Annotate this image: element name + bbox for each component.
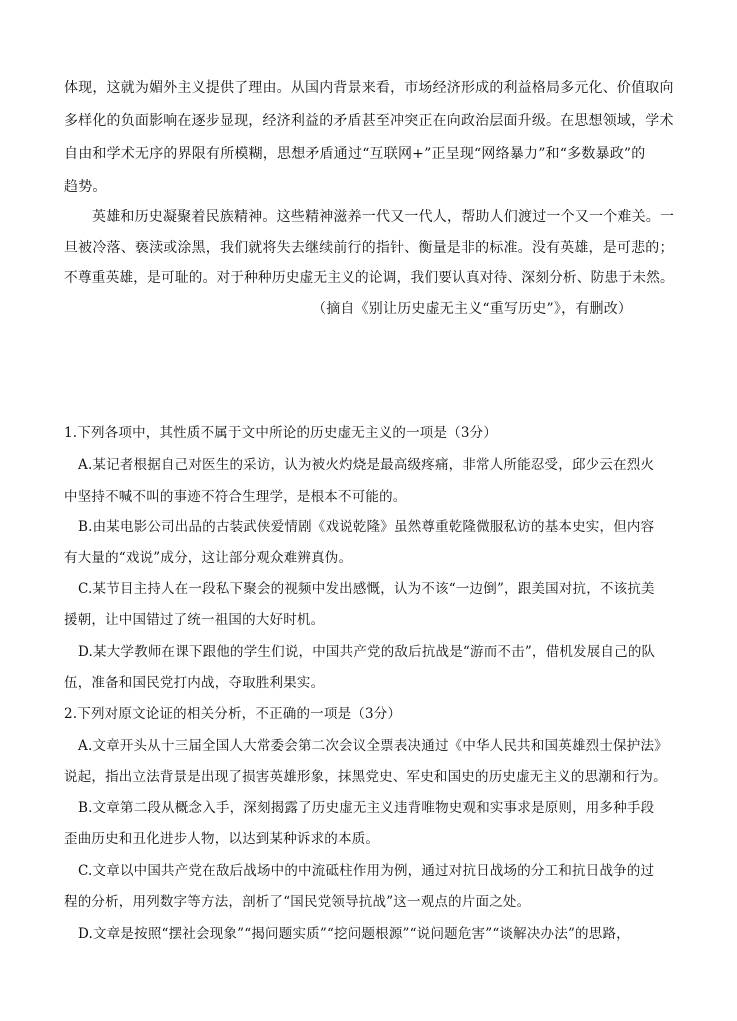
passage-line: 自由和学术无序的界限有所模糊，思想矛盾通过“互联网+”正呈现“网络暴力”和“多数暴政”的 — [64, 146, 646, 162]
option-a-line: 中坚持不喊不叫的事迹不符合生理学，是根本不可能的。 — [64, 489, 407, 505]
option-d-line: 伍，准备和国民党打内战，夺取胜利果实。 — [64, 675, 325, 691]
passage-line: 旦被冷落、亵渎或涂黑，我们就将失去继续前行的指针、衡量是非的标准。没有英雄，是可悲的； — [64, 240, 674, 256]
passage-line: 多样化的负面影响在逐步显现，经济利益的矛盾甚至冲突正在向政治层面升级。在思想领域，学术 — [64, 113, 674, 129]
passage-line: 趋势。 — [64, 179, 107, 195]
option-a-line: 说起，指出立法背景是出现了损害英雄形象，抹黑党史、军史和国史的历史虚无主义的思潮和行为。 — [64, 769, 667, 785]
option-d-line: D.某大学教师在课下跟他的学生们说，中国共产党的敌后抗战是“游而不击”，借机发展自己的队 — [78, 644, 656, 660]
option-b-line: 歪曲历史和丑化进步人物，以达到某种诉求的本质。 — [64, 831, 380, 847]
option-a-line: A.文章开头从十三届全国人大常委会第二次会议全票表决通过《中华人民共和国英雄烈士保护法》 — [78, 738, 668, 754]
option-c-line: C.文章以中国共产党在敌后战场中的中流砥柱作用为例，通过对抗日战场的分工和抗日战争的过 — [78, 863, 655, 879]
option-b-line: B.文章第二段从概念入手，深刻揭露了历史虚无主义违背唯物史观和实事求是原则，用多种手段 — [78, 800, 655, 816]
option-b-line: 有大量的“戏说”成分，这让部分观众难辨真伪。 — [64, 550, 353, 566]
passage-line: 体现，这就为媚外主义提供了理由。从国内背景来看，市场经济形成的利益格局多元化、价值取向 — [64, 80, 674, 96]
option-d-line: D.文章是按照“摆社会现象”“揭问题实质”“挖问题根源”“说问题危害”“谈解决办法”的思路， — [78, 926, 630, 942]
passage-line: 英雄和历史凝聚着民族精神。这些精神滋养一代又一代人，帮助人们渡过一个又一个难关。一 — [92, 209, 675, 225]
option-c-line: 援朝，让中国错过了统一祖国的大好时机。 — [64, 612, 325, 628]
option-b-line: B.由某电影公司出品的古装武侠爱情剧《戏说乾隆》虽然尊重乾隆微服私访的基本史实，但内容 — [78, 519, 655, 535]
question-stem: 1.下列各项中，其性质不属于文中所论的历史虚无主义的一项是（3分） — [64, 425, 498, 441]
question-stem: 2.下列对原文论证的相关分析，不正确的一项是（3分） — [64, 706, 402, 722]
option-c-line: C.某节目主持人在一段私下聚会的视频中发出感慨，认为不该“一边倒”，跟美国对抗，不该抗美 — [78, 581, 655, 597]
option-c-line: 程的分析，用列数字等方法，剖析了“国民党领导抗战”这一观点的片面之处。 — [64, 894, 531, 910]
passage-line: 不尊重英雄，是可耻的。对于种种历史虚无主义的论调，我们要认真对待、深刻分析、防患于未然。 — [64, 270, 674, 286]
source-citation: （摘自《别让历史虚无主义“重写历史”》，有删改） — [312, 301, 633, 317]
option-a-line: A.某记者根据自己对医生的采访，认为被火灼烧是最高级疼痛，非常人所能忍受，邱少云在烈火 — [78, 457, 655, 473]
